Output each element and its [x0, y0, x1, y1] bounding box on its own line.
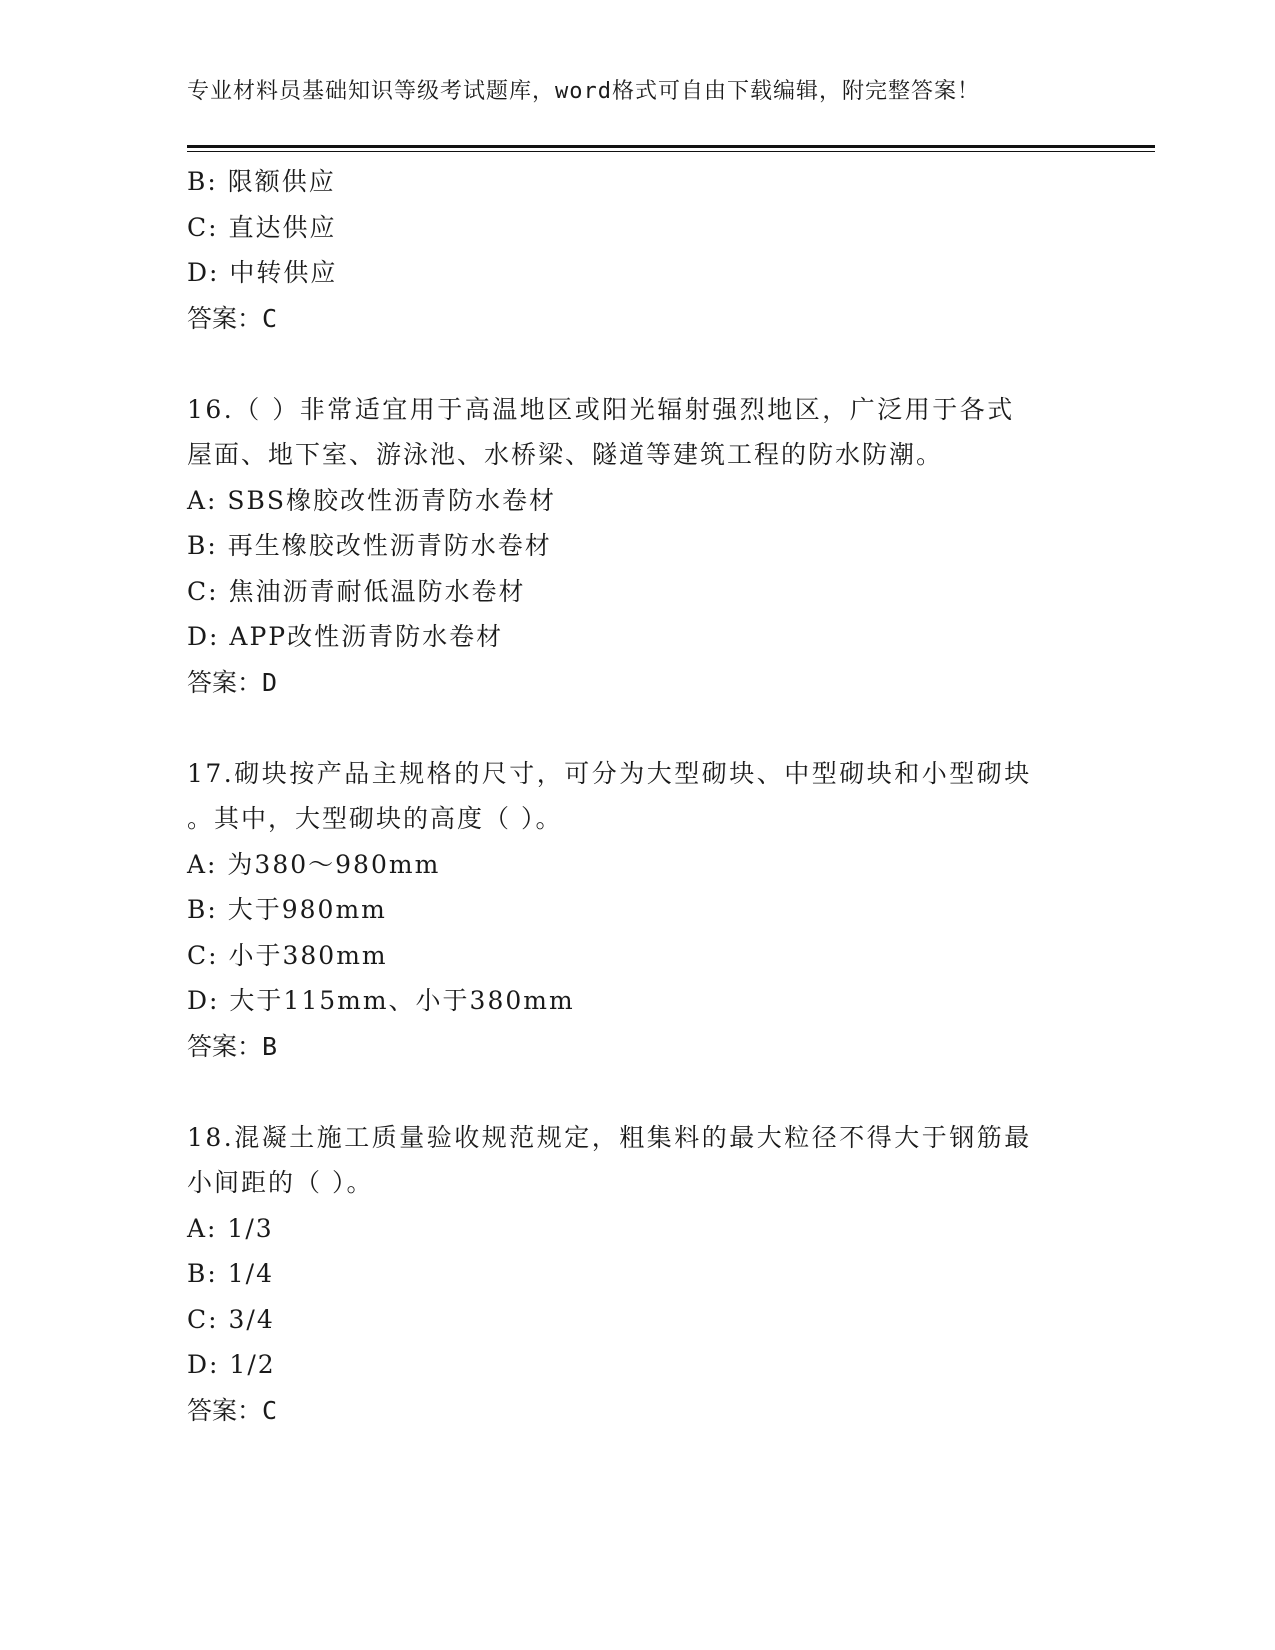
option-b: B: 再生橡胶改性沥青防水卷材: [187, 531, 552, 560]
question-stem: 屋面、地下室、游泳池、水桥梁、隧道等建筑工程的防水防潮。: [187, 440, 944, 469]
spacer: [187, 341, 1087, 387]
question-stem: 。其中，大型砌块的高度（ ）。: [187, 804, 563, 833]
question-stem: 小间距的（ ）。: [187, 1168, 374, 1197]
question-18: [187, 1115, 1087, 1434]
answer-line: 答案：B: [187, 1031, 278, 1061]
prev-question-block: [187, 159, 1087, 341]
header-rule-thick: [187, 145, 1155, 148]
option-c: C: 焦油沥青耐低温防水卷材: [187, 576, 526, 606]
option-d: D: 大于115mm、小于380mm: [187, 986, 575, 1015]
question-stem: 16.（ ）非常适宜用于高温地区或阳光辐射强烈地区，广泛用于各式: [187, 394, 1015, 424]
option-b: B: 大于980mm: [187, 895, 387, 924]
header-rule-thin: [187, 151, 1155, 152]
option-b: B: 限额供应: [187, 167, 336, 196]
document-body: [187, 159, 1087, 1433]
option-d: D: APP改性沥青防水卷材: [187, 622, 504, 651]
question-16: [187, 387, 1087, 706]
option-a: A: SBS橡胶改性沥青防水卷材: [187, 485, 557, 515]
option-c: C: 直达供应: [187, 212, 337, 242]
spacer: [187, 705, 1087, 751]
answer-line: 答案：D: [187, 667, 278, 697]
answer-line: 答案：C: [187, 303, 278, 333]
page-header: 专业材料员基础知识等级考试题库，word格式可自由下载编辑，附完整答案！: [187, 79, 980, 104]
question-stem: 17.砌块按产品主规格的尺寸，可分为大型砌块、中型砌块和小型砌块: [187, 758, 1032, 788]
spacer: [187, 1069, 1087, 1115]
question-stem: 18.混凝土施工质量验收规范规定，粗集料的最大粒径不得大于钢筋最: [187, 1122, 1032, 1152]
question-17: [187, 751, 1087, 1070]
option-a: A: 为380～980mm: [187, 849, 441, 879]
option-c: C: 小于380mm: [187, 940, 388, 970]
option-d: D: 1/2: [187, 1350, 276, 1379]
option-d: D: 中转供应: [187, 258, 338, 287]
option-c: C: 3/4: [187, 1304, 275, 1334]
option-b: B: 1/4: [187, 1259, 274, 1288]
answer-line: 答案：C: [187, 1395, 278, 1425]
option-a: A: 1/3: [187, 1213, 274, 1243]
